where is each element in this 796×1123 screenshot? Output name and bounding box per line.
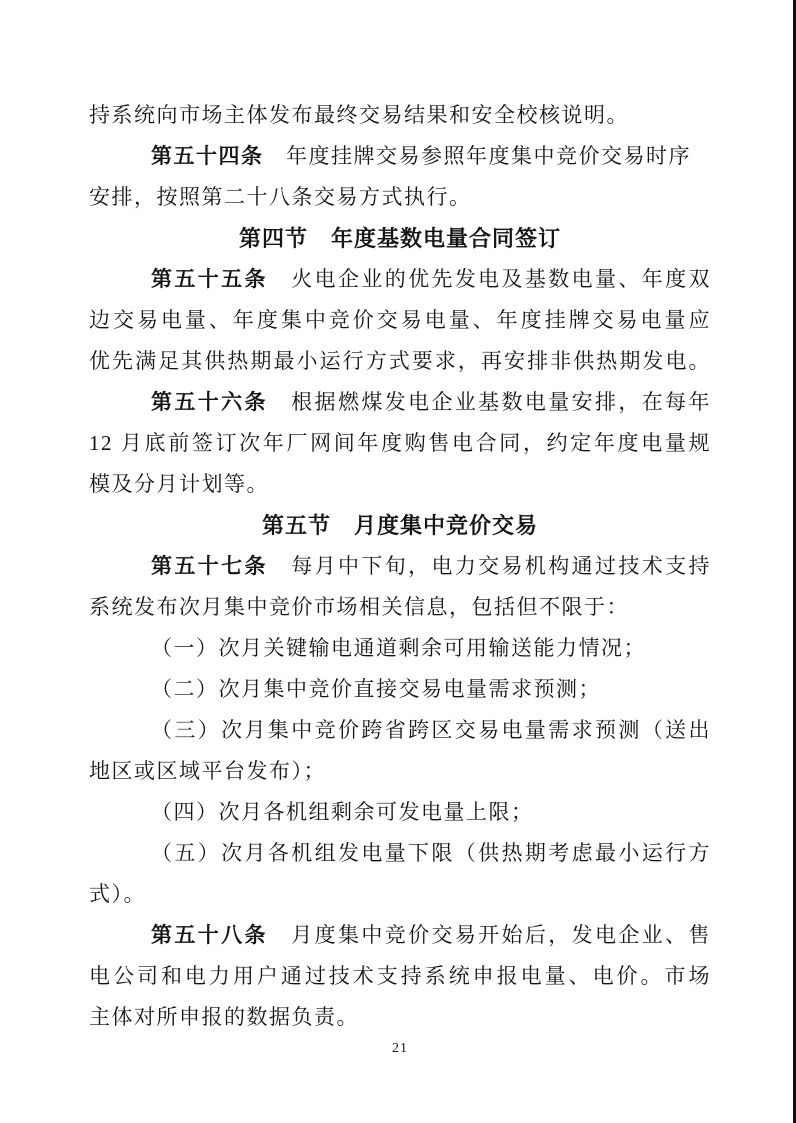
- article-58-line: [89, 915, 711, 956]
- article-text: 月度集中竞价交易开始后，发电企业、售: [267, 923, 711, 947]
- article-56-line: [89, 382, 711, 423]
- article-label: 第五十五条: [151, 267, 268, 291]
- list-item-5: （五）次月各机组发电量下限（供热期考虑最小运行方: [151, 841, 711, 865]
- article-text: 每月中下旬，电力交易机构通过技术支持: [267, 554, 711, 578]
- article-label: 第五十六条: [151, 390, 268, 414]
- article-text: 火电企业的优先发电及基数电量、年度双: [267, 267, 711, 291]
- text-line: 式）。: [89, 882, 146, 906]
- text-line: 系统发布次月集中竞价市场相关信息，包括但不限于：: [89, 595, 629, 619]
- article-label: 第五十四条: [151, 144, 264, 168]
- text-line: 优先满足其供热期最小运行方式要求，再安排非供热期发电。: [89, 349, 711, 373]
- text-line: 安排，按照第二十八条交易方式执行。: [89, 185, 472, 209]
- text-line: 12 月底前签订次年厂网间年度购售电合同，约定年度电量规: [89, 431, 711, 455]
- text-column: [89, 95, 711, 1058]
- list-item-1: （一）次月关键输电通道剩余可用输送能力情况；: [151, 636, 646, 660]
- article-57-line: [89, 546, 711, 587]
- article-55-line: [89, 259, 711, 300]
- article-text: 根据燃煤发电企业基数电量安排，在每年: [267, 390, 711, 414]
- article-label: 第五十八条: [151, 923, 268, 947]
- article-54-line: [89, 136, 711, 177]
- text-line: 电公司和电力用户通过技术支持系统申报电量、电价。市场: [89, 964, 711, 988]
- text-line: 边交易电量、年度集中竞价交易电量、年度挂牌交易电量应: [89, 308, 711, 332]
- text-line: 模及分月计划等。: [89, 472, 269, 496]
- section-heading-5: 第五节 月度集中竞价交易: [261, 513, 538, 538]
- list-item-2: （二）次月集中竞价直接交易电量需求预测；: [151, 677, 601, 701]
- list-item-4: （四）次月各机组剩余可发电量上限；: [151, 800, 534, 824]
- section-heading-4: 第四节 年度基数电量合同签订: [238, 226, 561, 251]
- text-line: 主体对所申报的数据负责。: [89, 1005, 359, 1029]
- list-item-3: （三）次月集中竞价跨省跨区交易电量需求预测（送出: [151, 718, 711, 742]
- article-label: 第五十七条: [151, 554, 268, 578]
- article-text: 年度挂牌交易参照年度集中竞价交易时序: [263, 144, 691, 168]
- page-number: 21: [392, 1041, 408, 1056]
- text-line: 地区或区域平台发布）；: [89, 759, 326, 783]
- text-line: 持系统向市场主体发布最终交易结果和安全校核说明。: [89, 103, 629, 127]
